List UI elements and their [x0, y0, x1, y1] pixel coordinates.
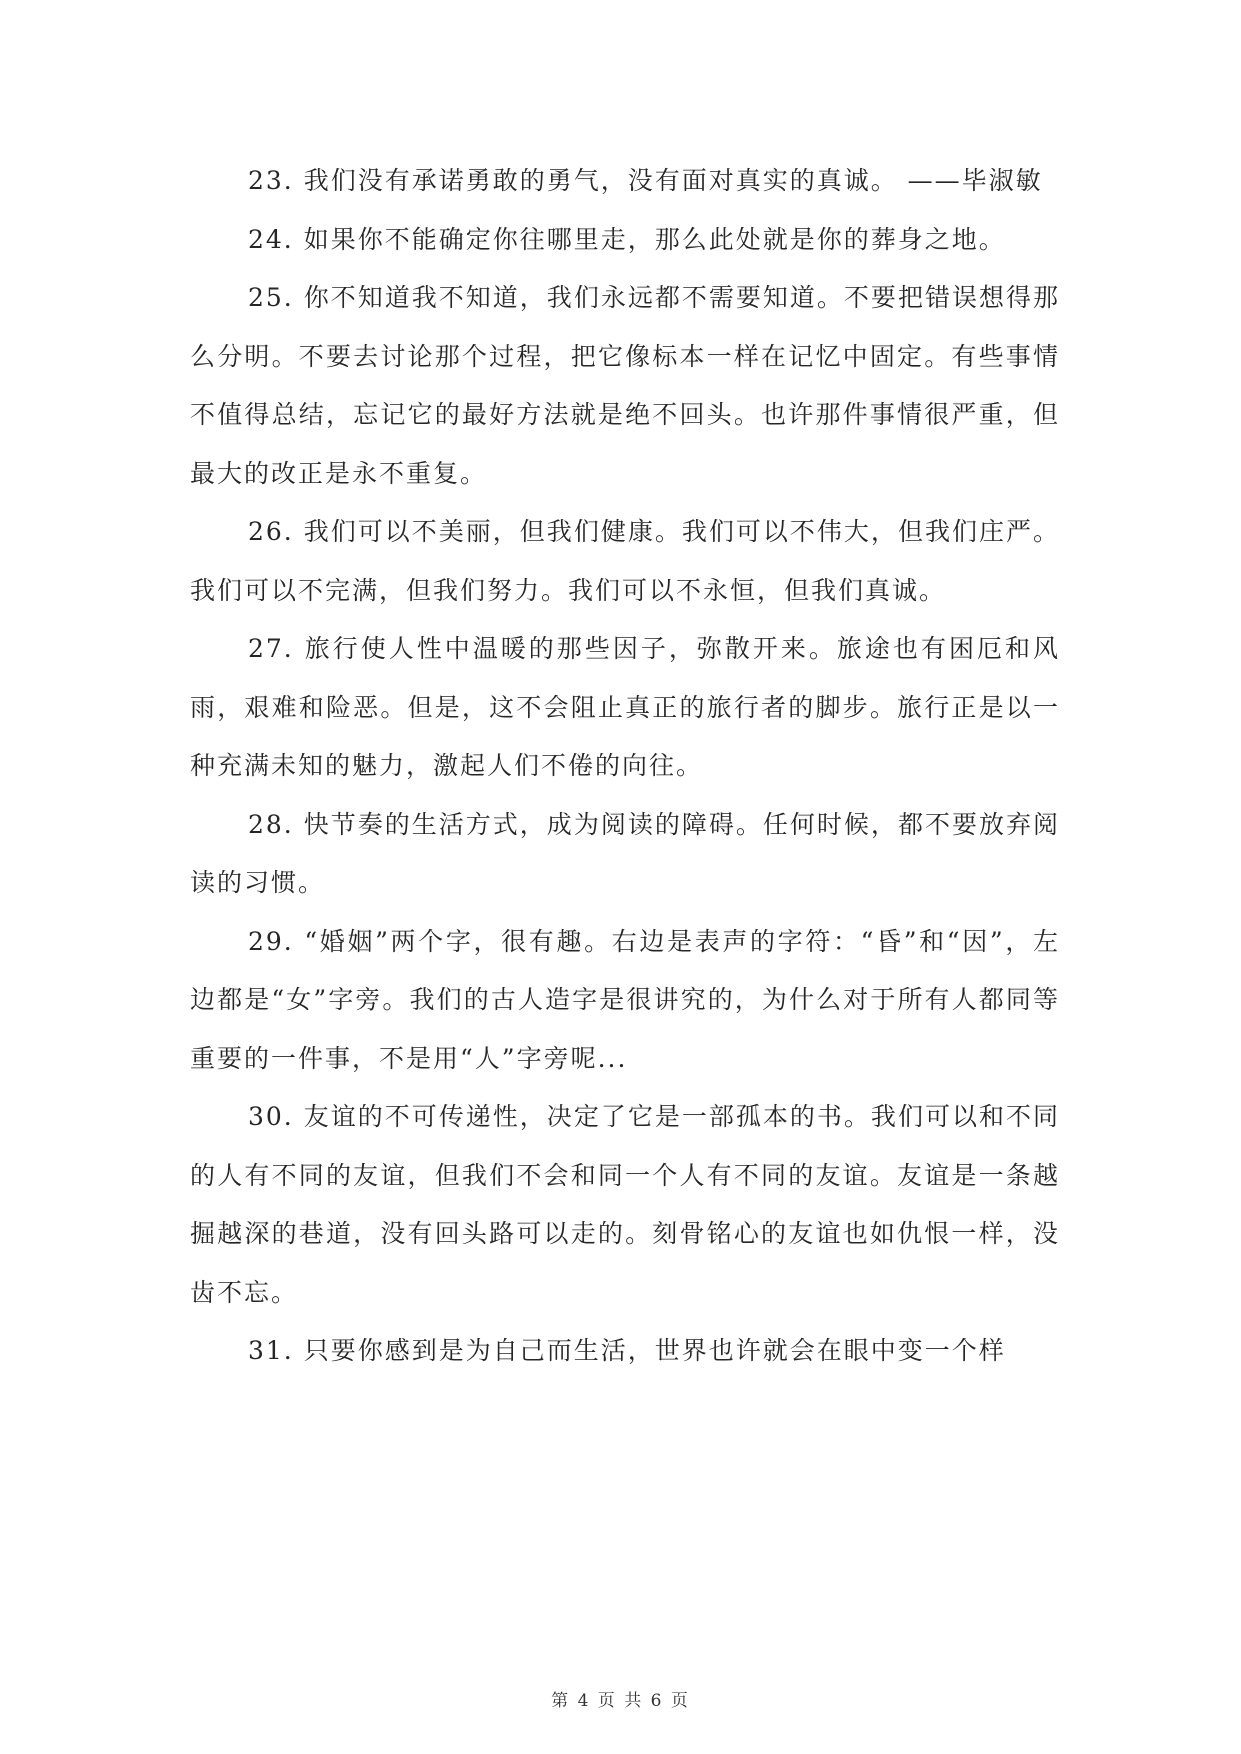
- paragraph-28: 28. 快节奏的生活方式，成为阅读的障碍。任何时候，都不要放弃阅读的习惯。: [190, 809, 1060, 897]
- paragraph-26: 26. 我们可以不美丽，但我们健康。我们可以不伟大，但我们庄严。我们可以不完满，但我们努力。我们可以不永恒，但我们真诚。: [190, 517, 1060, 605]
- paragraph-24: 24. 如果你不能确定你往哪里走，那么此处就是你的葬身之地。: [248, 224, 1006, 254]
- paragraph-31: 31. 只要你感到是为自己而生活，世界也许就会在眼中变一个样: [248, 1336, 1006, 1365]
- paragraph-23: 23. 我们没有承诺勇敢的勇气，没有面对真实的真诚。 ——毕淑敏: [248, 166, 1043, 195]
- document-body: [190, 152, 1060, 1381]
- paragraph-25: 25. 你不知道我不知道，我们永远都不需要知道。不要把错误想得那么分明。不要去讨论那个过程，把它像标本一样在记忆中固定。有些事情不值得总结，忘记它的最好方法就是绝不回头。也许那件事情很严重，但最大的改正是永不重复。: [190, 283, 1060, 488]
- paragraph-30: 30. 友谊的不可传递性，决定了它是一部孤本的书。我们可以和不同的人有不同的友谊，但我们不会和同一个人有不同的友谊。友谊是一条越掘越深的巷道，没有回头路可以走的。刻骨铭心的友谊也如仇恨一样，没齿不忘。: [190, 1102, 1060, 1307]
- page-number-footer: 第 4 页 共 6 页: [551, 1691, 690, 1711]
- paragraph-29: 29. “婚姻”两个字，很有趣。右边是表声的字符：“昏”和“因”，左边都是“女”字旁。我们的古人造字是很讲究的，为什么对于所有人都同等重要的一件事，不是用“人”字旁呢...: [190, 926, 1060, 1073]
- paragraph-27: 27. 旅行使人性中温暖的那些因子，弥散开来。旅途也有困厄和风雨，艰难和险恶。但是，这不会阻止真正的旅行者的脚步。旅行正是以一种充满未知的魅力，激起人们不倦的向往。: [190, 634, 1060, 780]
